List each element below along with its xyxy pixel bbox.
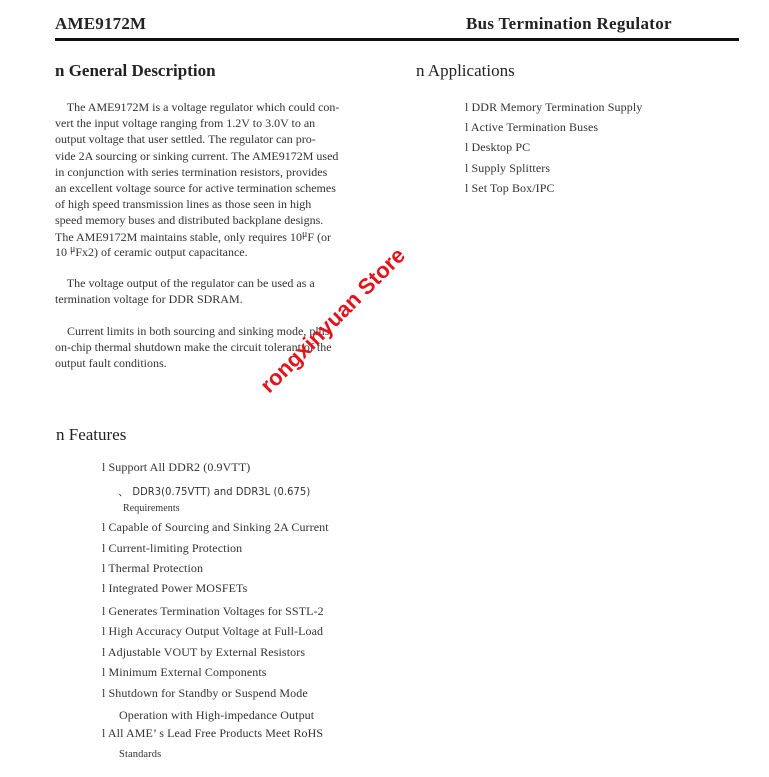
application-item: l Set Top Box/IPC: [465, 181, 555, 195]
feature-item: l All AME’ s Lead Free Products Meet RoHS: [102, 726, 324, 740]
description-line: Current limits in both sourcing and sinking mode, plus: [55, 324, 330, 338]
description-text: The AME9172M maintains stable, only requires 10: [55, 229, 302, 244]
feature-item: l Support All DDR2 (0.9VTT): [102, 460, 251, 474]
feature-item: l High Accuracy Output Voltage at Full-Load: [102, 624, 324, 638]
feature-item: l Minimum External Components: [102, 665, 267, 679]
description-line: vide 2A sourcing or sinking current. The AME9172M used: [55, 148, 339, 163]
description-paragraph-2: [55, 275, 315, 307]
description-line: The voltage output of the regulator can be used as a: [55, 276, 315, 290]
feature-item: l Thermal Protection: [102, 561, 204, 575]
description-line: output fault conditions.: [55, 356, 167, 371]
description-text: 10: [55, 244, 70, 259]
feature-item: l Adjustable VOUT by External Resistors: [102, 645, 306, 659]
description-line: vert the input voltage ranging from 1.2V to 3.0V to an: [55, 116, 316, 131]
application-item: l Supply Splitters: [465, 161, 551, 175]
document-title: Bus Termination Regulator: [466, 14, 672, 33]
description-line: on-chip thermal shutdown make the circuit tolerant of the: [55, 340, 332, 355]
description-text: Fx2) of ceramic output capacitance.: [75, 244, 248, 259]
application-item: l Desktop PC: [465, 140, 531, 154]
feature-item-continuation: Operation with High-impedance Output: [119, 708, 315, 722]
application-item: l DDR Memory Termination Supply: [465, 100, 643, 114]
description-line: speed memory buses and distributed backplane designs.: [55, 213, 324, 228]
micro-symbol: μ: [301, 228, 308, 240]
applications-heading: n Applications: [416, 61, 515, 80]
description-line: termination voltage for DDR SDRAM.: [55, 292, 243, 307]
description-line: an excellent voltage source for active termination schemes: [55, 181, 336, 196]
header-rule: [55, 38, 739, 41]
feature-item: l Generates Termination Voltages for SSTL-2: [102, 604, 324, 618]
store-watermark: rongxinyuan Store: [255, 242, 411, 398]
description-line: in conjunction with series termination resistors, provides: [55, 164, 328, 179]
application-item: l Active Termination Buses: [465, 120, 599, 134]
feature-item: l Integrated Power MOSFETs: [102, 581, 248, 595]
features-heading: n Features: [56, 425, 127, 444]
feature-item-continuation: Requirements: [123, 503, 180, 514]
micro-symbol: μ: [70, 243, 76, 255]
feature-item-continuation: Standards: [119, 749, 162, 760]
feature-item-continuation: 、 DDR3(0.75VTT) and DDR3L (0.675): [118, 485, 311, 498]
feature-item: l Capable of Sourcing and Sinking 2A Current: [102, 520, 329, 534]
description-paragraph-1: [55, 99, 339, 262]
feature-item: l Current-limiting Protection: [102, 541, 243, 555]
description-line: of high speed transmission lines as those seen in high: [55, 197, 312, 212]
description-line: The AME9172M is a voltage regulator which could con-: [55, 100, 340, 114]
part-number: AME9172M: [55, 14, 147, 33]
description-text: F (or: [307, 229, 332, 244]
feature-item: l Shutdown for Standby or Suspend Mode: [102, 686, 308, 700]
general-description-heading: n General Description: [55, 61, 216, 80]
description-line: output voltage that user settled. The regulator can pro-: [55, 132, 316, 147]
